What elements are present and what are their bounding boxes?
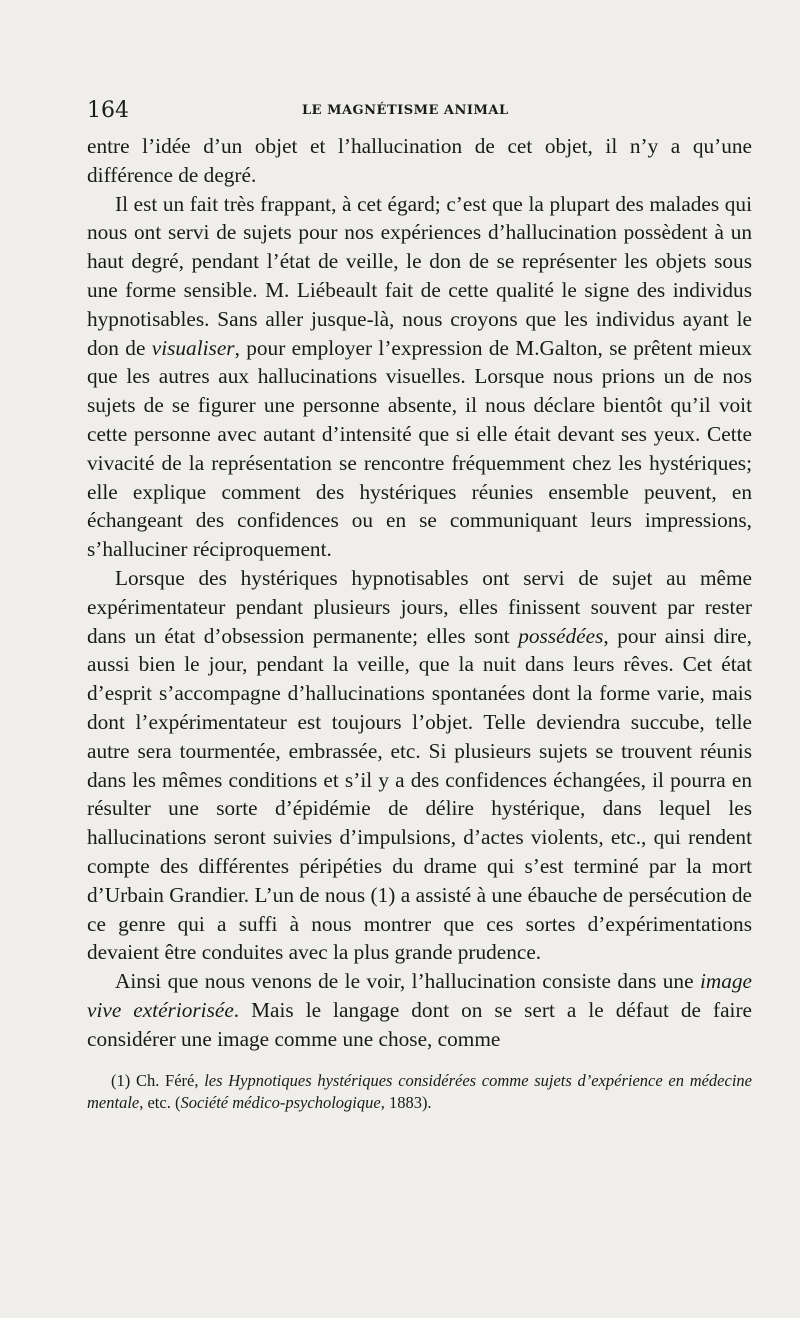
paragraph	[87, 132, 752, 190]
text-run: , etc. (	[139, 1092, 181, 1112]
running-title: LE MAGNÉTISME ANIMAL	[302, 103, 509, 118]
italic-text: visualiser	[151, 335, 235, 360]
italic-text: Société médico-psychologique	[180, 1092, 381, 1112]
text-run: , pour ainsi dire, aussi bien le jour, pendant la veille, que la nuit dans leurs rêves. Cet état d’esprit s’accompagne d’hallucinations spontanées dont la forme varie, mais dont l’expérimentateur est toujours l’objet. Telle deviendra succube, telle autre sera tourmentée, embrassée, etc. Si plusieurs sujets se trouvent réunis dans les mêmes conditions et s’il y a des confidences échangées, il pourra en résulter une sorte d’épidémie de délire hystérique, dans lequel les hallucinations seront suivies d’impulsions, d’actes violents, etc., qui rendent compte des différentes péripéties du drame qui s’est terminé par la mort d’Urbain Grandier. L’un de nous (1) a assisté à une ébauche de persécution de ce genre qui a suffi à nous montrer que ces sortes d’expérimentations devaient être conduites avec la plus grande prudence.	[87, 623, 752, 965]
paragraph	[87, 967, 752, 1053]
footnote	[87, 1070, 752, 1114]
book-page	[87, 98, 752, 1114]
paragraph	[87, 564, 752, 967]
body-text	[87, 132, 752, 1054]
text-run: Il est un fait très frappant, à cet égard; c’est que la plupart des malades qui nous ont servi de sujets pour nos expériences d’hallucination possèdent à un haut degré, pendant l’état de veille, le don de se représenter les objets sous une forme sensible. M. Liébeault fait de cette qualité le signe des individus hypnotisables. Sans aller jusque-là, nous croyons que les individus ayant le don de	[87, 191, 752, 360]
text-run: , pour employer l’expression de M.Galton, se prêtent mieux que les autres aux hallucinations visuelles. Lorsque nous prions un de nos sujets de se figurer une personne absente, il nous déclare bientôt qu’il voit cette personne avec autant d’intensité que si elle était devant ses yeux. Cette vivacité de la représentation se rencontre fréquemment chez les hystériques; elle explique comment des hystériques réunies ensemble peuvent, en échangeant des confidences ou en se communiquant leurs impressions, s’halluciner réciproquement.	[87, 335, 752, 562]
paragraph	[87, 190, 752, 564]
text-run: . Mais le langage dont on se sert a le défaut de faire considérer une image comme une chose, comme	[87, 997, 752, 1051]
italic-text: image vive extériorisée	[87, 969, 752, 1022]
italic-text: les Hypnotiques hystériques considérées comme sujets d’expérience en médecine mentale	[87, 1070, 752, 1112]
text-run: , 1883).	[380, 1092, 432, 1112]
page-number: 164	[87, 98, 129, 123]
text-run: Lorsque des hystériques hypnotisables ont servi de sujet au même expérimentateur pendant plusieurs jours, elles finissent souvent par rester dans un état d’obsession permanente; elles sont	[87, 565, 752, 648]
running-head	[87, 98, 752, 128]
italic-text: possédées	[518, 623, 604, 648]
text-run: (1) Ch. Féré,	[111, 1070, 205, 1090]
text-run: Ainsi que nous venons de le voir, l’hallucination consiste dans une	[115, 969, 700, 994]
text-run: entre l’idée d’un objet et l’hallucination de cet objet, il n’y a qu’une différence de degré.	[87, 134, 752, 187]
